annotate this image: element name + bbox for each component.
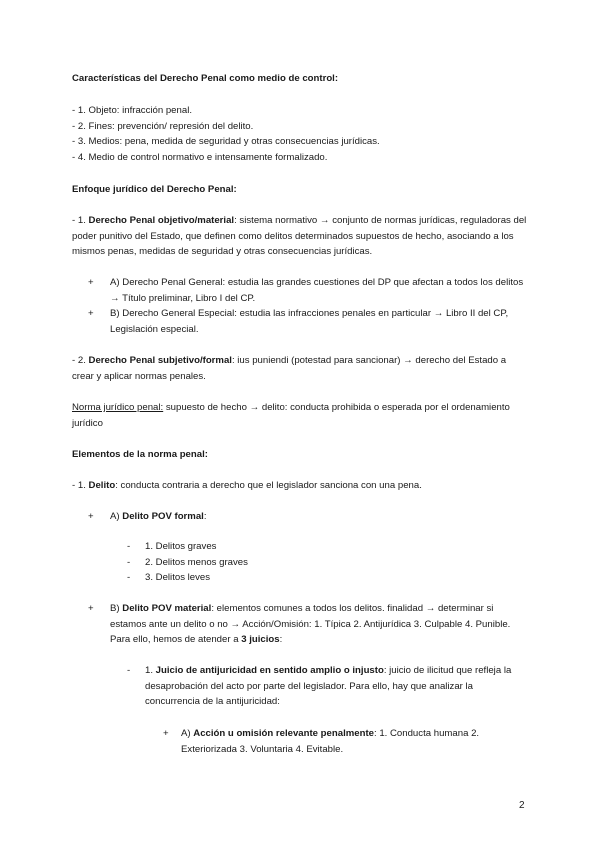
formal-items-list [0, 539, 600, 587]
plus-bullet-icon: + [163, 728, 169, 739]
norm-paragraph: Norma jurídico penal: supuesto de hecho → delito: conducta prohibida o esperada por el ordenamiento jurídico [72, 402, 510, 429]
delito-paragraph: - 1. Delito: conducta contraria a derecho que el legislador sanciona con una pena. [72, 480, 422, 491]
subjective-law-term: Derecho Penal subjetivo/formal [88, 355, 232, 366]
material-bullet: + B) Delito POV material: elementos comunes a todos los delitos. finalidad → determinar si estamos ante un delito o no → Acción/Omisión: 1. Típica 2. Antijurídica 3. Culpable 4. Punible. Para ello, hemos de atender a 3 juicios: [88, 603, 511, 645]
heading-characteristics: Características del Derecho Penal como medio de control: [72, 73, 339, 84]
formal-item: 1. Delitos graves [145, 541, 217, 552]
characteristic-item: - 1. Objeto: infracción penal. [72, 105, 192, 116]
dash-bullet-icon: - [127, 541, 131, 552]
plus-bullet-icon: + [88, 603, 94, 614]
formal-item: 2. Delitos menos graves [145, 556, 248, 568]
juicio-1-item: - 1. Juicio de antijuricidad en sentido amplio o injusto: juicio de ilicitud que refleja la desaprobación del acto por parte del legislador. Para ello, hay que analizar la concurrencia de la antijuricidad: [127, 665, 512, 707]
page-number: 2 [519, 800, 525, 811]
objective-law-paragraph: - 1. Derecho Penal objetivo/material: sistema normativo → conjunto de normas jurídicas, reguladoras del poder punitivo del Estado, que definen como delitos determinados supuestos de hecho, asociando a los mismos penas, medidas de seguridad y otras consecuencias jurídicas. [72, 215, 527, 257]
dash-bullet-icon: - [127, 572, 131, 583]
plus-bullet-icon: + [88, 511, 94, 522]
formal-bullet: + A) Delito POV formal: [0, 509, 600, 525]
juicio-1-term: Juicio de antijuricidad en sentido amplio o injusto [155, 665, 384, 676]
characteristic-item: - 3. Medios: pena, medida de seguridad y otras consecuencias jurídicas. [72, 136, 380, 147]
objective-bullet-b: + B) Derecho General Especial: estudia las infracciones penales en particular → Libro II del CP, Legislación especial. [88, 308, 509, 335]
plus-bullet-icon: + [88, 277, 94, 288]
material-term: Delito POV material [122, 603, 212, 614]
heading-norm-elements: Elementos de la norma penal: [72, 449, 208, 460]
characteristics-list [72, 103, 530, 165]
dash-bullet-icon: - [127, 556, 131, 568]
plus-bullet-icon: + [88, 308, 94, 319]
formal-term: Delito POV formal [122, 511, 204, 522]
objective-bullet-a: + A) Derecho Penal General: estudia las grandes cuestiones del DP que afectan a todos los delitos → Título preliminar, Libro I del CP. [88, 277, 524, 304]
subjective-law-paragraph: - 2. Derecho Penal subjetivo/formal: ius puniendi (potestad para sancionar) → derecho del Estado a crear y aplicar normas penales. [72, 355, 507, 382]
dash-bullet-icon: - [127, 665, 131, 676]
characteristic-item: - 4. Medio de control normativo e intensamente formalizado. [72, 151, 328, 163]
accion-item: + A) Acción u omisión relevante penalmente: 1. Conducta humana 2. Exteriorizada 3. Voluntaria 4. Evitable. [163, 728, 480, 755]
heading-juridical-approach: Enfoque jurídico del Derecho Penal: [72, 184, 237, 195]
delito-term: Delito [88, 480, 116, 491]
formal-item: 3. Delitos leves [145, 572, 211, 583]
accion-term: Acción u omisión relevante penalmente [193, 728, 374, 739]
characteristic-item: - 2. Fines: prevención/ represión del delito. [72, 120, 254, 132]
norm-term: Norma jurídico penal: [72, 402, 164, 413]
objective-law-term: Derecho Penal objetivo/material [88, 215, 235, 226]
